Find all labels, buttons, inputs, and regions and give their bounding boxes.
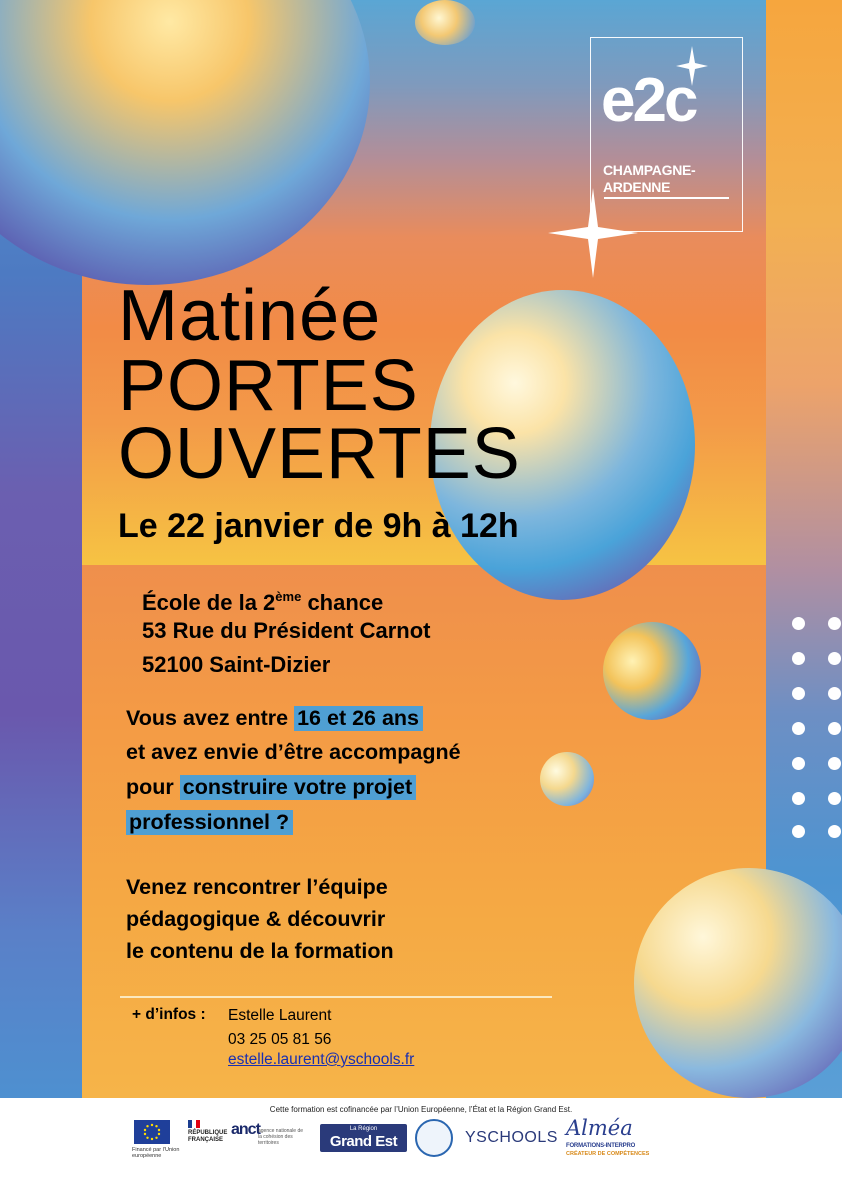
project-highlight-2: professionnel ? (126, 810, 293, 835)
pitch-line-1: Vous avez entre 16 et 26 ans (126, 704, 423, 732)
anct-caption: agence nationale de la cohésion des territoires (258, 1128, 304, 1146)
eu-flag-icon (134, 1120, 170, 1144)
pitch-line-6: pédagogique & découvrir (126, 907, 386, 931)
pitch-line-2: et avez envie d’être accompagné (126, 740, 461, 764)
street-address: 53 Rue du Président Carnot (142, 618, 431, 643)
title-line-3: OUVERTES (118, 414, 521, 494)
contact-divider (120, 996, 552, 998)
sparkle-icon-large (548, 188, 638, 278)
pitch-line-5: Venez rencontrer l’équipe (126, 875, 388, 899)
age-highlight: 16 et 26 ans (294, 706, 423, 731)
dot-grid (792, 617, 842, 842)
yschools-logo: YSCHOOLS (465, 1129, 558, 1146)
cofinance-statement: Cette formation est cofinancée par l’Union Européenne, l’État et la Région Grand Est. (269, 1105, 573, 1114)
republique-francaise-logo: RÉPUBLIQUE FRANÇAISE (188, 1120, 228, 1144)
contact-label: + d’infos : (132, 1006, 206, 1023)
seal-logo-icon (415, 1119, 453, 1157)
decorative-sphere-top (415, 0, 475, 45)
contact-name: Estelle Laurent (228, 1007, 332, 1024)
title-line-1: Matinée (118, 276, 382, 356)
decorative-sphere-medium (603, 622, 701, 720)
almea-logo: Alméa (566, 1116, 633, 1140)
eu-caption: Financé par l’Union européenne (132, 1147, 180, 1159)
anct-logo: anct (231, 1121, 260, 1138)
almea-subtitle: FORMATIONS-INTERPRO (566, 1143, 636, 1149)
project-highlight: construire votre projet (180, 775, 416, 800)
e2c-logo-region: CHAMPAGNE- ARDENNE (603, 162, 696, 195)
pitch-line-4 (126, 808, 293, 836)
e2c-logo-mark: e2c (601, 66, 696, 135)
sparkle-icon-small (676, 46, 708, 86)
event-date: Le 22 janvier de 9h à 12h (118, 507, 519, 545)
title-line-2: PORTES (118, 346, 419, 426)
pitch-line-7: le contenu de la formation (126, 939, 394, 963)
city-address: 52100 Saint-Dizier (142, 652, 331, 677)
region-grand-est-logo: La Région Grand Est (320, 1124, 407, 1152)
contact-phone[interactable]: 03 25 05 81 56 (228, 1031, 332, 1048)
decorative-sphere-small (540, 752, 594, 806)
almea-tagline: CRÉATEUR DE COMPÉTENCES (566, 1151, 650, 1157)
school-name: École de la 2ème chance (142, 589, 384, 615)
pitch-line-3: pour construire votre projet (126, 773, 416, 801)
contact-email-link[interactable]: estelle.laurent@yschools.fr (228, 1051, 415, 1068)
